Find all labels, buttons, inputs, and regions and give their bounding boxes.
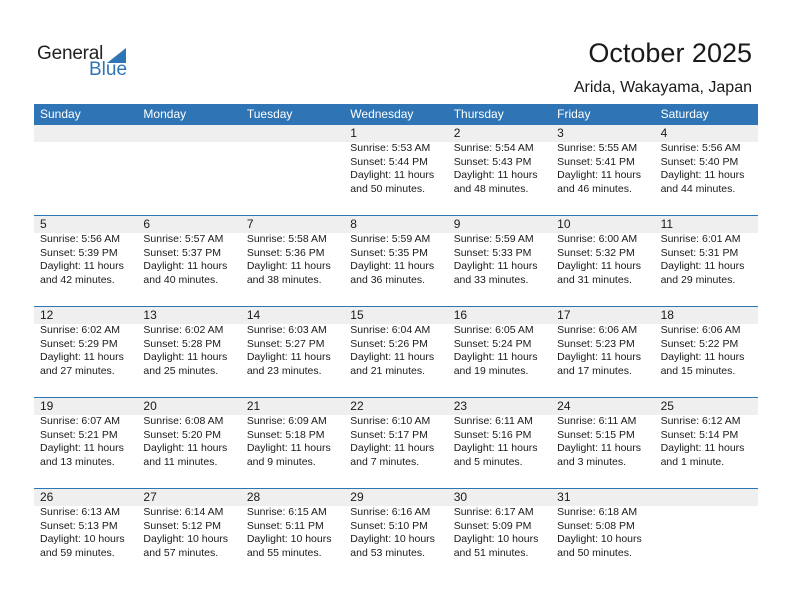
logo-blue-text: Blue xyxy=(89,59,128,80)
daylight-text: Daylight: 10 hours xyxy=(246,533,332,545)
sunrise-text: Sunrise: 6:12 AM xyxy=(660,415,741,427)
sunset-text: Sunset: 5:17 PM xyxy=(350,428,428,441)
week-row xyxy=(34,397,758,488)
empty-day-cell xyxy=(241,125,344,215)
daylight-text: Daylight: 10 hours xyxy=(557,533,642,545)
weekday-wednesday: Wednesday xyxy=(350,107,414,121)
daylight-text: Daylight: 11 hours xyxy=(453,169,538,181)
daylight-text: Daylight: 11 hours xyxy=(660,169,745,181)
sunrise-text: Sunrise: 6:02 AM xyxy=(40,324,120,336)
daylight-text: Daylight: 11 hours xyxy=(246,260,331,272)
sunrise-text: Sunrise: 6:02 AM xyxy=(143,324,224,336)
sunrise-text: Sunrise: 6:10 AM xyxy=(350,415,431,427)
daylight-minutes-text: and 29 minutes. xyxy=(660,273,736,286)
sunset-text: Sunset: 5:41 PM xyxy=(557,155,635,168)
sunrise-text: Sunrise: 6:07 AM xyxy=(40,415,120,427)
daylight-minutes-text: and 48 minutes. xyxy=(453,182,529,195)
day-cell xyxy=(344,398,447,488)
daylight-minutes-text: and 50 minutes. xyxy=(557,546,632,559)
sunset-text: Sunset: 5:15 PM xyxy=(557,428,635,441)
sunrise-text: Sunrise: 5:56 AM xyxy=(660,142,741,154)
logo xyxy=(37,43,137,83)
day-number: 12 xyxy=(40,308,54,322)
sunrise-text: Sunrise: 5:58 AM xyxy=(246,233,327,245)
logo-general-text: General xyxy=(37,43,104,64)
daylight-minutes-text: and 55 minutes. xyxy=(246,546,322,559)
day-cell xyxy=(137,216,240,306)
sunset-text: Sunset: 5:33 PM xyxy=(453,246,532,259)
daylight-minutes-text: and 40 minutes. xyxy=(143,273,219,286)
daylight-minutes-text: and 33 minutes. xyxy=(453,273,529,286)
daylight-minutes-text: and 38 minutes. xyxy=(246,273,322,286)
day-cell xyxy=(34,398,137,488)
day-number: 3 xyxy=(557,126,564,140)
sunrise-text: Sunrise: 6:17 AM xyxy=(453,506,534,518)
daylight-text: Daylight: 10 hours xyxy=(143,533,229,545)
daylight-text: Daylight: 11 hours xyxy=(350,260,435,272)
daylight-minutes-text: and 57 minutes. xyxy=(143,546,219,559)
day-cell xyxy=(241,216,344,306)
sunset-text: Sunset: 5:39 PM xyxy=(40,246,118,259)
sunset-text: Sunset: 5:32 PM xyxy=(557,246,635,259)
day-cell xyxy=(551,216,654,306)
day-cell xyxy=(448,489,551,579)
daylight-minutes-text: and 3 minutes. xyxy=(557,455,627,468)
daylight-minutes-text: and 31 minutes. xyxy=(557,273,632,286)
daylight-text: Daylight: 11 hours xyxy=(143,260,228,272)
sunrise-text: Sunrise: 6:18 AM xyxy=(557,506,638,518)
daylight-minutes-text: and 59 minutes. xyxy=(40,546,115,559)
day-cell xyxy=(655,125,758,215)
daylight-text: Daylight: 11 hours xyxy=(40,442,124,454)
sunrise-text: Sunrise: 6:06 AM xyxy=(660,324,741,336)
daylight-minutes-text: and 53 minutes. xyxy=(350,546,425,559)
day-number: 14 xyxy=(246,308,261,322)
day-number: 20 xyxy=(143,399,157,413)
day-number: 24 xyxy=(557,399,571,413)
day-number: 5 xyxy=(40,217,47,231)
day-cell xyxy=(551,489,654,579)
day-cell xyxy=(655,216,758,306)
daylight-text: Daylight: 10 hours xyxy=(350,533,435,545)
sunset-text: Sunset: 5:14 PM xyxy=(660,428,739,441)
day-number: 27 xyxy=(143,490,157,504)
day-number: 19 xyxy=(40,399,54,413)
day-number: 10 xyxy=(557,217,571,231)
day-cell xyxy=(448,398,551,488)
day-cell xyxy=(344,307,447,397)
sunset-text: Sunset: 5:20 PM xyxy=(143,428,222,441)
sunrise-text: Sunrise: 6:06 AM xyxy=(557,324,638,336)
sunrise-text: Sunrise: 5:59 AM xyxy=(350,233,431,245)
day-number: 23 xyxy=(453,399,468,413)
sunset-text: Sunset: 5:31 PM xyxy=(660,246,739,259)
day-cell xyxy=(655,307,758,397)
day-number: 7 xyxy=(246,217,254,231)
sunrise-text: Sunrise: 5:56 AM xyxy=(40,233,120,245)
day-cell xyxy=(241,489,344,579)
daylight-text: Daylight: 11 hours xyxy=(557,351,641,363)
sunrise-text: Sunrise: 6:03 AM xyxy=(246,324,327,336)
day-number: 28 xyxy=(246,490,261,504)
day-number: 15 xyxy=(350,308,364,322)
daylight-minutes-text: and 50 minutes. xyxy=(350,182,425,195)
sunset-text: Sunset: 5:18 PM xyxy=(246,428,325,441)
day-number: 26 xyxy=(40,490,54,504)
day-cell xyxy=(551,307,654,397)
day-number: 16 xyxy=(453,308,468,322)
empty-day-cell xyxy=(137,125,240,215)
sunrise-text: Sunrise: 6:11 AM xyxy=(453,415,533,427)
sunrise-text: Sunrise: 6:00 AM xyxy=(557,233,638,245)
sunrise-text: Sunrise: 5:57 AM xyxy=(143,233,224,245)
day-number: 11 xyxy=(660,217,674,231)
daylight-minutes-text: and 17 minutes. xyxy=(557,364,632,377)
weekday-monday: Monday xyxy=(143,107,187,121)
sunrise-text: Sunrise: 6:15 AM xyxy=(246,506,327,518)
day-cell xyxy=(137,307,240,397)
day-cell xyxy=(448,216,551,306)
day-number: 29 xyxy=(350,490,364,504)
daylight-minutes-text: and 44 minutes. xyxy=(660,182,736,195)
day-number: 4 xyxy=(660,126,668,140)
sunset-text: Sunset: 5:11 PM xyxy=(246,519,324,532)
sunset-text: Sunset: 5:36 PM xyxy=(246,246,325,259)
daylight-minutes-text: and 36 minutes. xyxy=(350,273,425,286)
sunrise-text: Sunrise: 5:59 AM xyxy=(453,233,534,245)
sunrise-text: Sunrise: 6:05 AM xyxy=(453,324,534,336)
daylight-minutes-text: and 21 minutes. xyxy=(350,364,425,377)
sunset-text: Sunset: 5:27 PM xyxy=(246,337,325,350)
day-cell xyxy=(551,125,654,215)
daylight-text: Daylight: 11 hours xyxy=(453,442,538,454)
day-cell xyxy=(34,307,137,397)
day-cell xyxy=(344,489,447,579)
daylight-minutes-text: and 1 minute. xyxy=(660,455,725,468)
daylight-minutes-text: and 13 minutes. xyxy=(40,455,115,468)
day-number: 21 xyxy=(246,399,261,413)
day-cell xyxy=(344,216,447,306)
daylight-text: Daylight: 11 hours xyxy=(40,351,124,363)
weekday-tuesday: Tuesday xyxy=(246,107,293,121)
sunset-text: Sunset: 5:35 PM xyxy=(350,246,428,259)
daylight-text: Daylight: 11 hours xyxy=(453,351,538,363)
sunset-text: Sunset: 5:29 PM xyxy=(40,337,118,350)
day-number: 9 xyxy=(453,217,461,231)
weekday-header xyxy=(34,104,758,125)
day-cell xyxy=(137,489,240,579)
sunset-text: Sunset: 5:23 PM xyxy=(557,337,635,350)
daylight-minutes-text: and 46 minutes. xyxy=(557,182,632,195)
weekday-friday: Friday xyxy=(557,107,591,121)
daylight-minutes-text: and 19 minutes. xyxy=(453,364,529,377)
daylight-text: Daylight: 11 hours xyxy=(660,442,745,454)
daylight-text: Daylight: 11 hours xyxy=(246,442,331,454)
daylight-text: Daylight: 11 hours xyxy=(143,442,228,454)
day-cell xyxy=(34,216,137,306)
day-number: 18 xyxy=(660,308,674,322)
daylight-minutes-text: and 9 minutes. xyxy=(246,455,316,468)
sunset-text: Sunset: 5:43 PM xyxy=(453,155,532,168)
week-row xyxy=(34,488,758,579)
day-number: 25 xyxy=(660,399,674,413)
sunrise-text: Sunrise: 6:04 AM xyxy=(350,324,431,336)
sunrise-text: Sunrise: 6:09 AM xyxy=(246,415,327,427)
day-cell xyxy=(344,125,447,215)
sunset-text: Sunset: 5:09 PM xyxy=(453,519,532,532)
sunset-text: Sunset: 5:40 PM xyxy=(660,155,739,168)
daylight-minutes-text: and 11 minutes. xyxy=(143,455,218,468)
daylight-text: Daylight: 11 hours xyxy=(350,442,435,454)
daylight-minutes-text: and 23 minutes. xyxy=(246,364,322,377)
empty-day-cell xyxy=(34,125,137,215)
sunrise-text: Sunrise: 6:01 AM xyxy=(660,233,741,245)
sunrise-text: Sunrise: 6:11 AM xyxy=(557,415,637,427)
daylight-text: Daylight: 11 hours xyxy=(557,260,641,272)
day-number: 2 xyxy=(453,126,461,140)
sunset-text: Sunset: 5:12 PM xyxy=(143,519,222,532)
sunset-text: Sunset: 5:21 PM xyxy=(40,428,118,441)
daylight-text: Daylight: 11 hours xyxy=(350,169,435,181)
sunset-text: Sunset: 5:26 PM xyxy=(350,337,428,350)
weekday-sunday: Sunday xyxy=(40,107,81,121)
day-cell xyxy=(448,125,551,215)
sunset-text: Sunset: 5:16 PM xyxy=(453,428,532,441)
day-number: 31 xyxy=(557,490,571,504)
day-number: 22 xyxy=(350,399,364,413)
daylight-minutes-text: and 5 minutes. xyxy=(453,455,523,468)
day-cell xyxy=(551,398,654,488)
sunset-text: Sunset: 5:28 PM xyxy=(143,337,222,350)
weeks-container xyxy=(34,125,758,579)
sunrise-text: Sunrise: 6:16 AM xyxy=(350,506,431,518)
daylight-text: Daylight: 11 hours xyxy=(660,260,745,272)
daylight-text: Daylight: 11 hours xyxy=(660,351,745,363)
sunset-text: Sunset: 5:08 PM xyxy=(557,519,635,532)
day-cell xyxy=(34,489,137,579)
day-number: 1 xyxy=(350,126,357,140)
calendar-grid xyxy=(34,104,758,579)
weekday-thursday: Thursday xyxy=(453,107,504,121)
day-number: 13 xyxy=(143,308,157,322)
daylight-text: Daylight: 11 hours xyxy=(246,351,331,363)
location-label: Arida, Wakayama, Japan xyxy=(573,79,752,96)
weekday-saturday: Saturday xyxy=(660,107,709,121)
sunset-text: Sunset: 5:22 PM xyxy=(660,337,739,350)
daylight-text: Daylight: 11 hours xyxy=(453,260,538,272)
sunrise-text: Sunrise: 5:55 AM xyxy=(557,142,638,154)
sunrise-text: Sunrise: 6:14 AM xyxy=(143,506,224,518)
daylight-text: Daylight: 11 hours xyxy=(40,260,124,272)
sunset-text: Sunset: 5:10 PM xyxy=(350,519,428,532)
day-cell xyxy=(137,398,240,488)
sunrise-text: Sunrise: 5:53 AM xyxy=(350,142,431,154)
sunset-text: Sunset: 5:24 PM xyxy=(453,337,532,350)
day-number: 6 xyxy=(143,217,151,231)
day-cell xyxy=(241,398,344,488)
sunset-text: Sunset: 5:37 PM xyxy=(143,246,222,259)
sunset-text: Sunset: 5:44 PM xyxy=(350,155,428,168)
day-cell xyxy=(448,307,551,397)
daylight-text: Daylight: 11 hours xyxy=(557,442,641,454)
week-row xyxy=(34,125,758,215)
week-row xyxy=(34,306,758,397)
daylight-minutes-text: and 51 minutes. xyxy=(453,546,529,559)
sunrise-text: Sunrise: 6:08 AM xyxy=(143,415,224,427)
daylight-minutes-text: and 42 minutes. xyxy=(40,273,115,286)
daylight-minutes-text: and 27 minutes. xyxy=(40,364,115,377)
sunrise-text: Sunrise: 5:54 AM xyxy=(453,142,534,154)
week-row xyxy=(34,215,758,306)
day-number: 17 xyxy=(557,308,571,322)
day-number: 30 xyxy=(453,490,468,504)
daylight-minutes-text: and 7 minutes. xyxy=(350,455,420,468)
daylight-text: Daylight: 10 hours xyxy=(40,533,125,545)
daylight-text: Daylight: 11 hours xyxy=(557,169,641,181)
sunrise-text: Sunrise: 6:13 AM xyxy=(40,506,120,518)
empty-day-cell xyxy=(655,489,758,579)
day-number: 8 xyxy=(350,217,357,231)
day-cell xyxy=(655,398,758,488)
daylight-text: Daylight: 11 hours xyxy=(350,351,435,363)
page-title: October 2025 xyxy=(588,38,752,68)
daylight-text: Daylight: 11 hours xyxy=(143,351,228,363)
daylight-minutes-text: and 15 minutes. xyxy=(660,364,736,377)
daylight-minutes-text: and 25 minutes. xyxy=(143,364,219,377)
day-cell xyxy=(241,307,344,397)
daylight-text: Daylight: 10 hours xyxy=(453,533,539,545)
sunset-text: Sunset: 5:13 PM xyxy=(40,519,118,532)
